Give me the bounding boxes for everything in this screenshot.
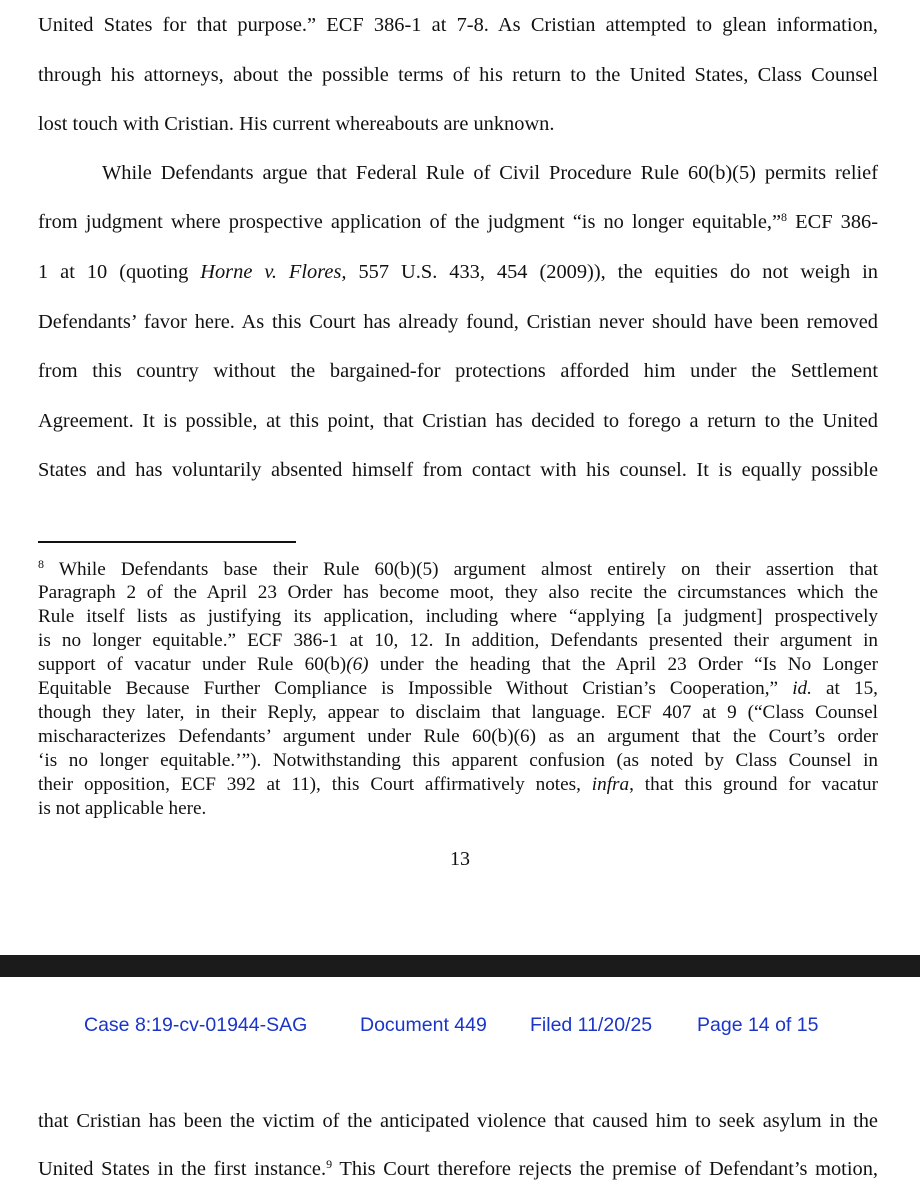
footnote-ref-8: 8 xyxy=(781,210,788,224)
body-line-4: While Defendants argue that Federal Rule of Civil Procedure Rule 60(b)(5) permits relief xyxy=(102,162,878,184)
header-page-count: Page 14 of 15 xyxy=(697,1014,819,1036)
footnote-line-2: Paragraph 2 of the April 23 Order has become moot, they also recite the circumstances which the xyxy=(38,582,878,603)
footnote-divider xyxy=(38,541,296,543)
footnote-line-10 xyxy=(38,774,878,796)
body-line-6-b: 557 U.S. 433, 454 (2009)), the equities do not weigh in xyxy=(346,261,878,283)
footnote-line-5 xyxy=(38,654,878,676)
footnote-line-5-a: support of vacatur under Rule 60(b) xyxy=(38,654,347,675)
footnote-line-6 xyxy=(38,678,878,700)
footnote-line-11: is not applicable here. xyxy=(38,798,207,819)
header-document: Document 449 xyxy=(360,1014,487,1036)
footnote-line-9: ‘is no longer equitable.’”). Notwithstanding this apparent confusion (as noted by Class Counsel in xyxy=(38,750,878,771)
footnote-line-10-italic: infra xyxy=(591,774,630,795)
body-line-6-a: 1 at 10 (quoting xyxy=(38,261,201,283)
body-line-9: Agreement. It is possible, at this point, that Cristian has decided to forego a return to the United xyxy=(38,410,878,432)
page-number: 13 xyxy=(450,848,470,870)
body-line-7: Defendants’ favor here. As this Court has already found, Cristian never should have been removed xyxy=(38,311,878,333)
body-line-8: from this country without the bargained-for protections afforded him under the Settlement xyxy=(38,360,878,382)
footnote-line-5-b: under the heading that the April 23 Order “Is No Longer xyxy=(368,654,879,675)
footnote-line-7: though they later, in their Reply, appear to disclaim that language. ECF 407 at 9 (“Class Counsel xyxy=(38,702,878,723)
page2-line-2-a: United States in the first instance. xyxy=(38,1158,327,1180)
footnote-line-5-italic: (6) xyxy=(346,654,369,675)
footnote-line-10-b: , that this ground for vacatur xyxy=(629,774,879,795)
footnote-line-8: mischaracterizes Defendants’ argument under Rule 60(b)(6) as an argument that the Court’s order xyxy=(38,726,878,747)
page2-line-2-b: This Court therefore rejects the premise of Defendant’s motion, xyxy=(332,1158,879,1180)
footnote-line-1 xyxy=(38,559,878,581)
body-line-2: through his attorneys, about the possible terms of his return to the United States, Class Counsel xyxy=(38,64,878,86)
footnote-line-3: Rule itself lists as justifying its application, including where “applying [a judgment] prospectively xyxy=(38,606,878,627)
page-separator xyxy=(0,955,920,977)
body-line-5-text: from judgment where prospective application of the judgment “is no longer equitable,” xyxy=(38,211,782,233)
body-line-5 xyxy=(38,209,878,235)
footnote-line-10-a: their opposition, ECF 392 at 11), this Court affirmatively notes, xyxy=(38,774,592,795)
header-filed-date: Filed 11/20/25 xyxy=(530,1014,653,1036)
case-citation: Horne v. Flores, xyxy=(200,261,347,283)
footnote-ref-9: 9 xyxy=(326,1157,333,1171)
body-line-1: United States for that purpose.” ECF 386-1 at 7-8. As Cristian attempted to glean information, xyxy=(38,14,878,36)
page2-line-2 xyxy=(38,1156,878,1182)
body-line-10: States and has voluntarily absented himself from contact with his counsel. It is equally possible xyxy=(38,459,878,481)
body-line-5-tail: ECF 386- xyxy=(787,211,879,233)
footnote-marker: 8 xyxy=(38,557,44,571)
footnote-line-6-b: at 15, xyxy=(811,678,878,699)
header-case-number: Case 8:19-cv-01944-SAG xyxy=(84,1014,308,1036)
page2-line-1: that Cristian has been the victim of the anticipated violence that caused him to seek asylum in the xyxy=(38,1110,878,1132)
footnote-line-1-text: While Defendants base their Rule 60(b)(5) argument almost entirely on their assertion that xyxy=(44,559,878,580)
body-line-6 xyxy=(38,259,878,285)
body-line-3: lost touch with Cristian. His current whereabouts are unknown. xyxy=(38,113,555,135)
footnote-line-6-italic: id. xyxy=(792,678,812,699)
footnote-line-6-a: Equitable Because Further Compliance is Impossible Without Cristian’s Cooperation,” xyxy=(38,678,793,699)
footnote-line-4: is no longer equitable.” ECF 386-1 at 10, 12. In addition, Defendants presented their argument in xyxy=(38,630,878,651)
